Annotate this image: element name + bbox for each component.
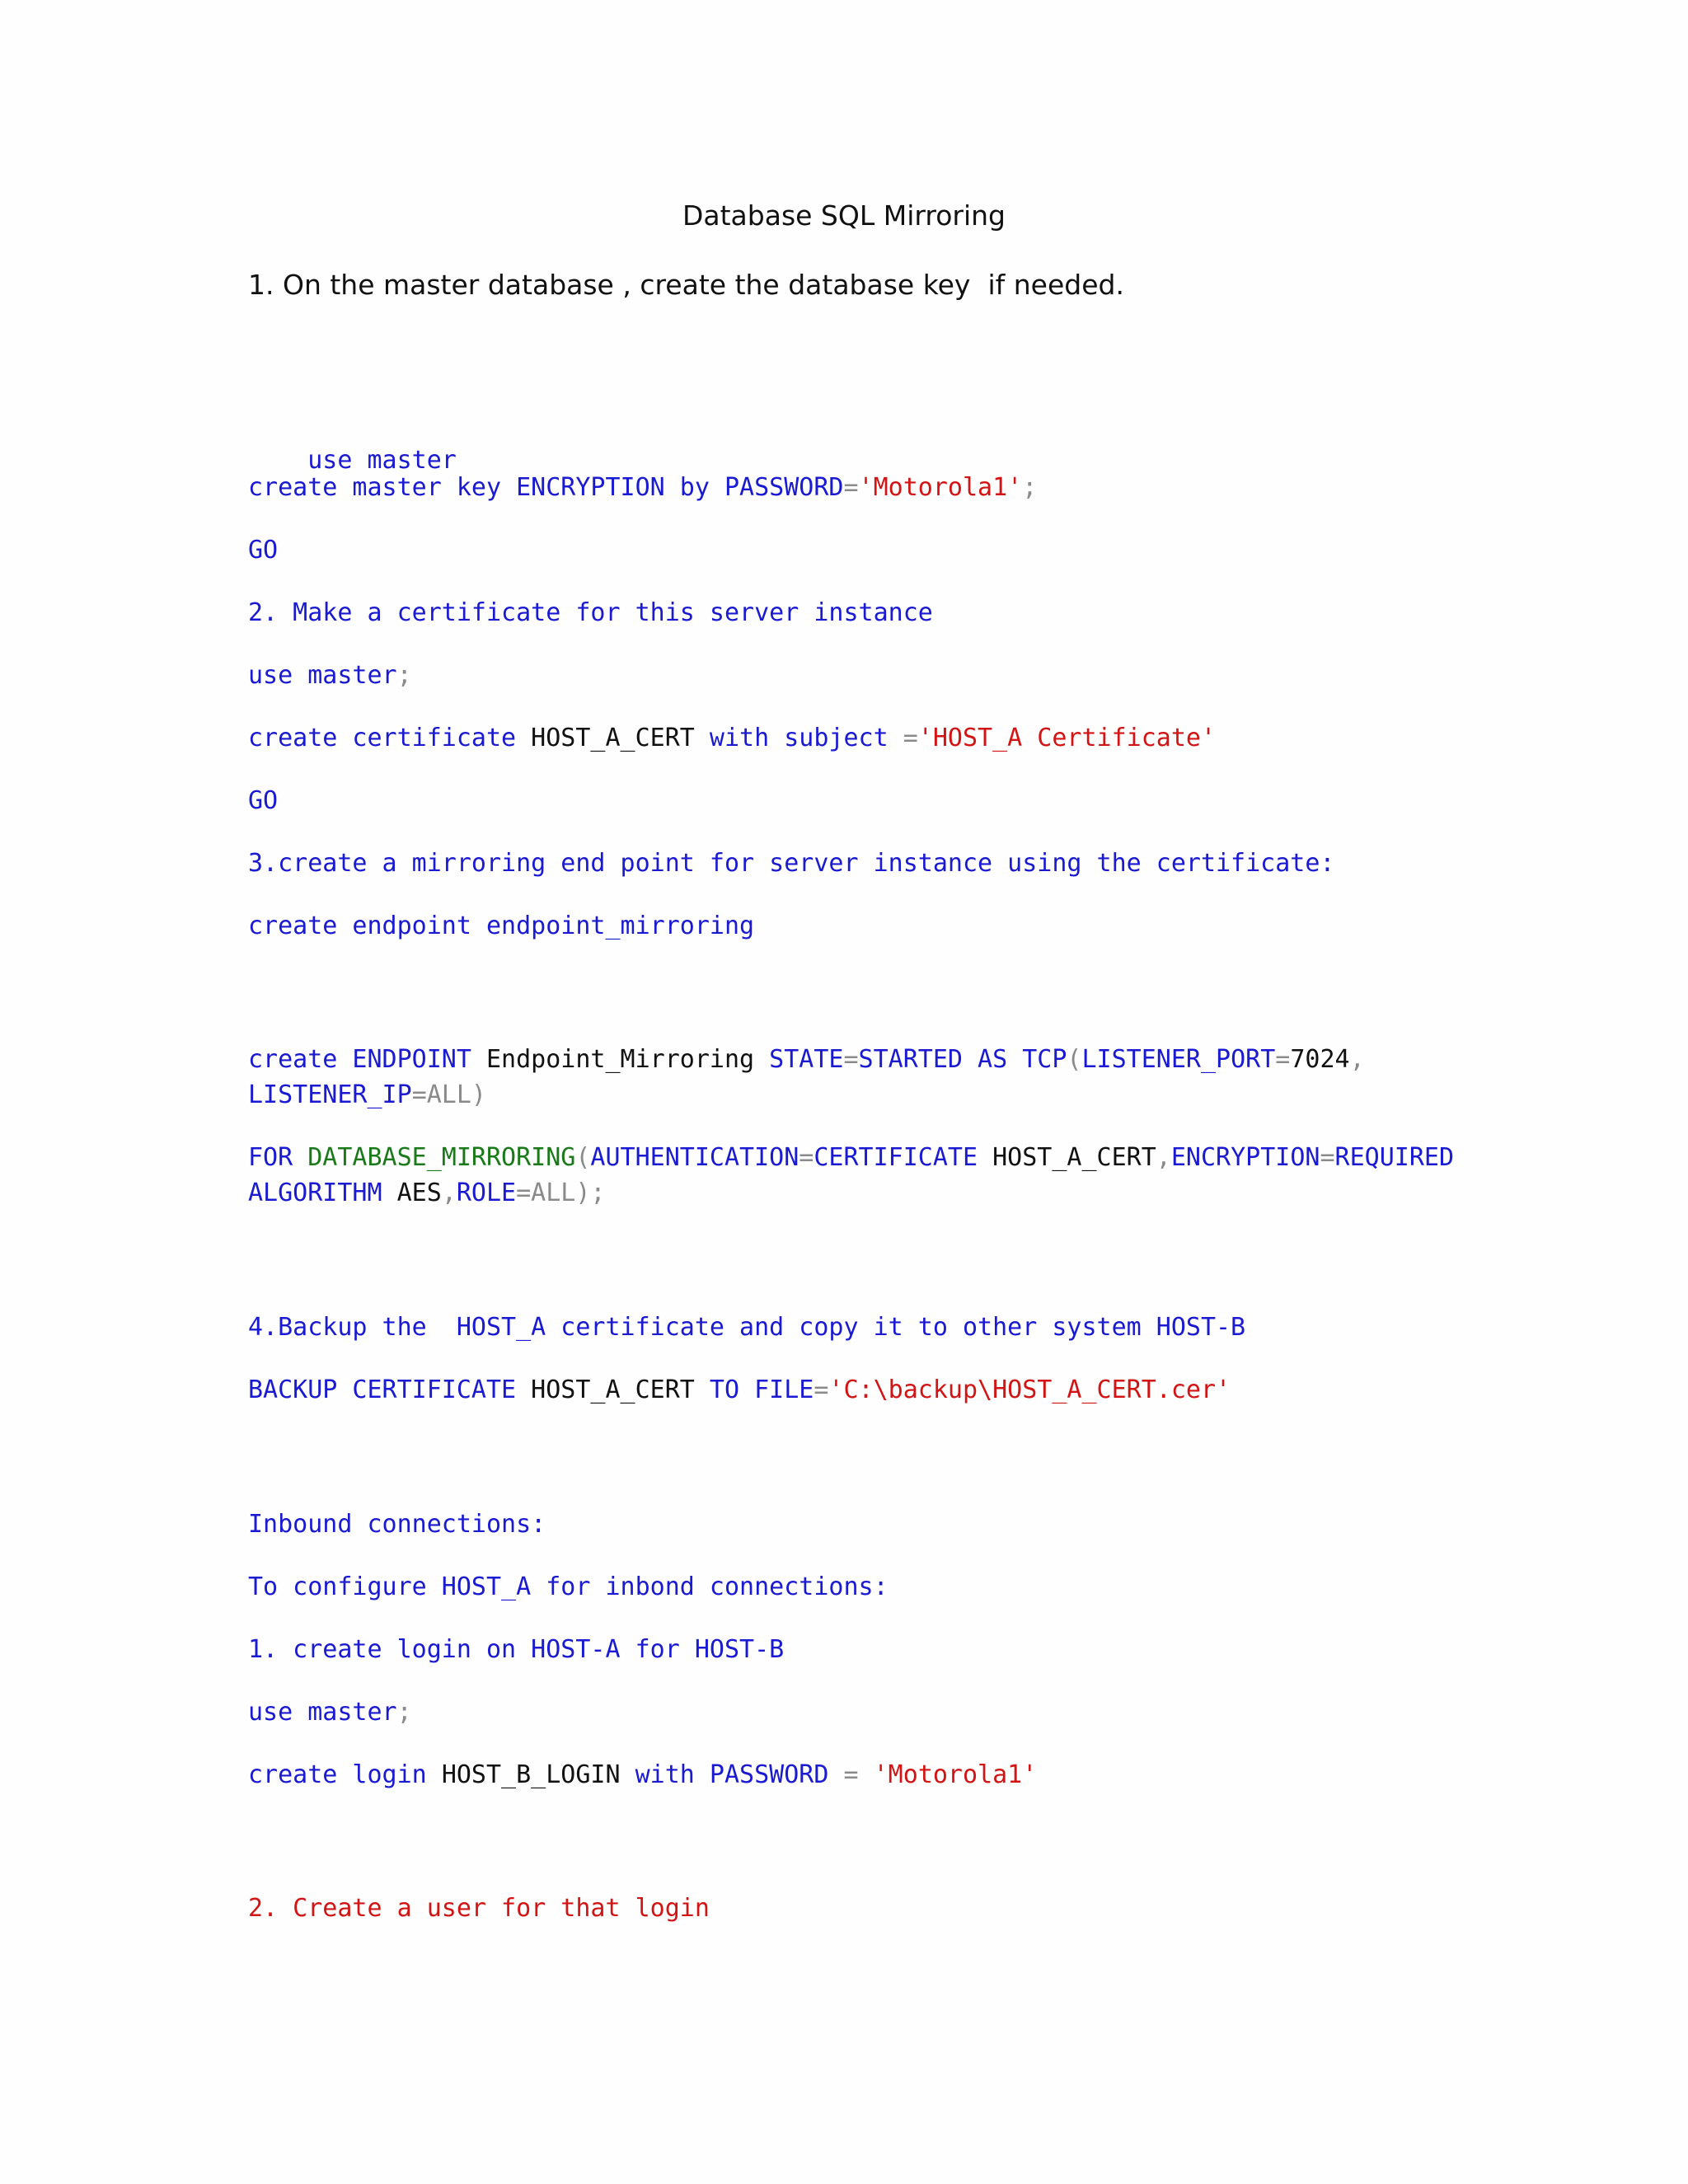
code-line-step-2: [248, 595, 933, 630]
code-line-create-endpoint-full: [248, 1042, 1365, 1113]
code-token: 'Motorola1': [858, 473, 1023, 502]
code-token: To configure HOST_A for inbond connections:: [248, 1572, 889, 1601]
code-token: =: [843, 1045, 859, 1074]
code-token: 4.Backup the HOST_A certificate and copy it to other system HOST-B: [248, 1313, 1246, 1342]
document-title: Database SQL Mirroring: [682, 199, 1006, 232]
code-token: CERTIFICATE: [814, 1143, 993, 1172]
code-token: create login: [248, 1760, 442, 1789]
code-line-for-database-mirroring: [248, 1140, 1454, 1211]
code-token: 2. Create a user for that login: [248, 1894, 710, 1923]
code-token: 3.create a mirroring end point for server instance using the certificate:: [248, 849, 1335, 878]
code-token: create ENDPOINT: [248, 1045, 486, 1074]
code-line-create-endpoint: [248, 908, 754, 944]
code-line-inbound-connections: [248, 1507, 546, 1542]
code-token: =: [843, 473, 859, 502]
code-token: create master key ENCRYPTION by PASSWORD: [248, 473, 844, 502]
code-token: 'HOST_A Certificate': [917, 724, 1217, 752]
code-token: HOST_A_CERT: [531, 724, 695, 752]
code-line-use-master: [248, 658, 412, 693]
code-token: ,: [441, 1179, 457, 1207]
code-token: GO: [248, 786, 279, 815]
code-token: =: [843, 1760, 859, 1789]
code-line-create-master-key: [248, 470, 1037, 505]
code-token: =: [903, 724, 918, 752]
code-line-backup-certificate: [248, 1372, 1231, 1408]
code-token: with subject: [694, 724, 903, 752]
code-token: 2. Make a certificate for this server instance: [248, 598, 933, 627]
code-token: GO: [248, 536, 279, 565]
code-token: ,: [1156, 1143, 1171, 1172]
code-token: ALGORITHM: [248, 1179, 397, 1207]
code-token: HOST_A_CERT: [992, 1143, 1156, 1172]
code-token: create endpoint endpoint_mirroring: [248, 912, 755, 940]
code-token: AUTHENTICATION: [590, 1143, 799, 1172]
code-token: =: [1275, 1045, 1291, 1074]
code-token: [859, 1760, 874, 1789]
code-token: =: [799, 1143, 814, 1172]
code-token: =ALL);: [516, 1179, 606, 1207]
code-line-create-user-step: [248, 1891, 710, 1926]
code-line-create-login: [248, 1757, 1037, 1793]
code-token: ROLE: [456, 1179, 517, 1207]
code-token: Inbound connections:: [248, 1510, 546, 1539]
code-token: create certificate: [248, 724, 532, 752]
code-line-configure-inbound: [248, 1569, 889, 1605]
code-token: (: [575, 1143, 591, 1172]
code-token: =ALL): [411, 1080, 486, 1109]
code-line-use-master: [248, 1694, 412, 1730]
code-token: =: [1320, 1143, 1335, 1172]
code-token: ;: [396, 661, 412, 690]
code-token: TO FILE: [694, 1376, 814, 1404]
code-token: 7024: [1290, 1045, 1350, 1074]
code-token: 'C:\backup\HOST_A_CERT.cer': [828, 1376, 1231, 1404]
code-token: =: [814, 1376, 829, 1404]
code-token: AES: [396, 1179, 442, 1207]
code-token: use master: [248, 1698, 397, 1727]
code-token: LISTENER_PORT: [1081, 1045, 1276, 1074]
code-line-go: [248, 783, 278, 818]
code-token: use master: [248, 661, 397, 690]
code-token: Endpoint_Mirroring: [485, 1045, 755, 1074]
code-token: use master: [307, 446, 457, 475]
code-token: ;: [396, 1698, 412, 1727]
code-token: DATABASE_MIRRORING: [307, 1143, 576, 1172]
code-token: 'Motorola1': [873, 1760, 1038, 1789]
code-line-create-login-step: [248, 1632, 784, 1667]
code-line-step-4: [248, 1310, 1245, 1345]
code-token: HOST_B_LOGIN: [441, 1760, 621, 1789]
code-token: ,: [1349, 1045, 1365, 1074]
code-line-create-certificate: [248, 720, 1216, 756]
code-token: ;: [1022, 473, 1038, 502]
code-token: FOR: [248, 1143, 308, 1172]
code-token: REQUIRED: [1334, 1143, 1455, 1172]
code-line-go: [248, 532, 278, 568]
code-token: LISTENER_IP: [248, 1080, 412, 1109]
code-token: with PASSWORD: [620, 1760, 844, 1789]
step-1-heading: 1. On the master database , create the database key if needed.: [248, 269, 1124, 301]
code-line-step-3: [248, 846, 1335, 881]
code-token: 1. create login on HOST-A for HOST-B: [248, 1635, 785, 1664]
code-token: STATE: [754, 1045, 844, 1074]
code-token: (: [1067, 1045, 1082, 1074]
code-token: BACKUP CERTIFICATE: [248, 1376, 532, 1404]
code-token: ENCRYPTION: [1170, 1143, 1320, 1172]
code-token: STARTED AS TCP: [858, 1045, 1067, 1074]
code-token: HOST_A_CERT: [531, 1376, 695, 1404]
